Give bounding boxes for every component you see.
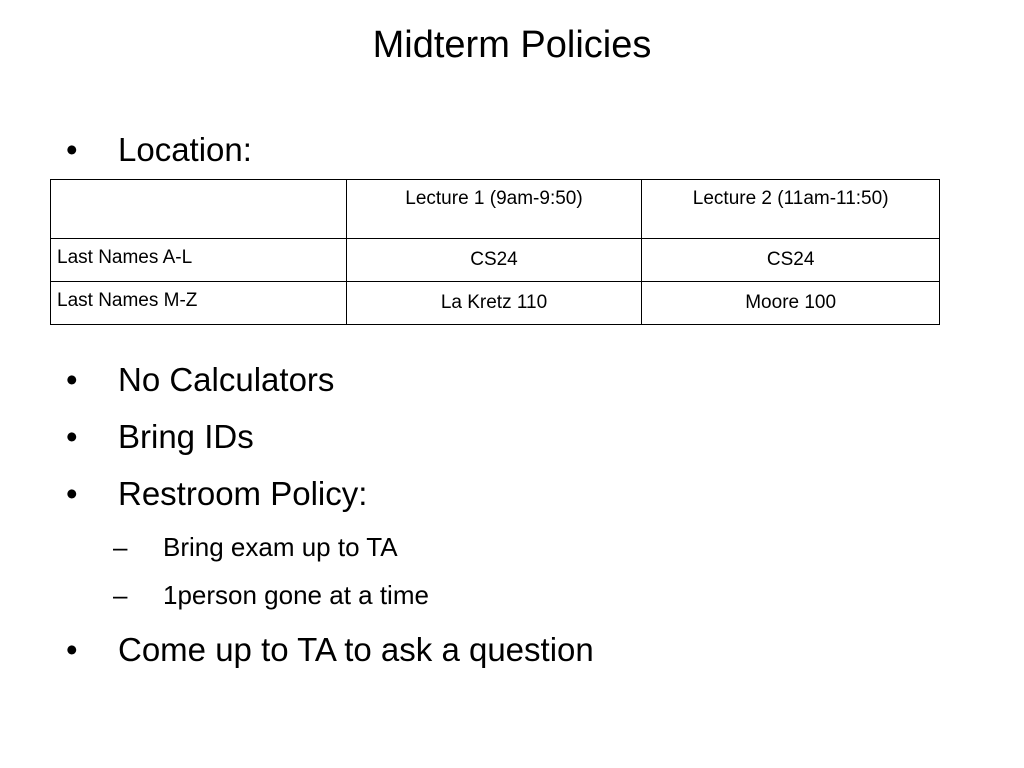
table-row (51, 239, 940, 282)
table-header-row (51, 180, 940, 239)
bullet-location (66, 130, 252, 170)
table-header-cell: Lecture 2 (11am-11:50) (642, 180, 940, 239)
dash-mark: – (113, 532, 128, 562)
bullet-bring-ids (66, 417, 254, 457)
bullet-mark: • (66, 418, 78, 455)
bullet-no-calculators (66, 360, 334, 400)
sub-bullet-text: Bring exam up to TA (163, 532, 398, 562)
table-header-cell: Lecture 1 (9am-9:50) (346, 180, 642, 239)
sub-bullet-bring-exam (113, 530, 398, 564)
sub-bullet-one-person (113, 578, 429, 612)
bullet-text: No Calculators (118, 361, 335, 398)
table-cell: CS24 (346, 239, 642, 282)
table-row-label: Last Names A-L (51, 239, 347, 282)
slide-title: Midterm Policies (372, 24, 652, 66)
dash-mark: – (113, 580, 128, 610)
bullet-restroom-policy (66, 474, 367, 514)
table-cell: La Kretz 110 (346, 282, 642, 325)
bullet-mark: • (66, 131, 78, 168)
bullet-text: Come up to TA to ask a question (118, 631, 594, 668)
table-row-label: Last Names M-Z (51, 282, 347, 325)
sub-bullet-text: 1person gone at a time (163, 580, 429, 610)
table-cell: Moore 100 (642, 282, 940, 325)
location-table (50, 179, 940, 325)
bullet-come-up-to-ta (66, 630, 594, 670)
bullet-text: Location: (118, 131, 252, 168)
bullet-mark: • (66, 361, 78, 398)
bullet-text: Bring IDs (118, 418, 254, 455)
table-header-cell (51, 180, 347, 239)
bullet-text: Restroom Policy: (118, 475, 368, 512)
table-row (51, 282, 940, 325)
table-cell: CS24 (642, 239, 940, 282)
bullet-mark: • (66, 475, 78, 512)
bullet-mark: • (66, 631, 78, 668)
